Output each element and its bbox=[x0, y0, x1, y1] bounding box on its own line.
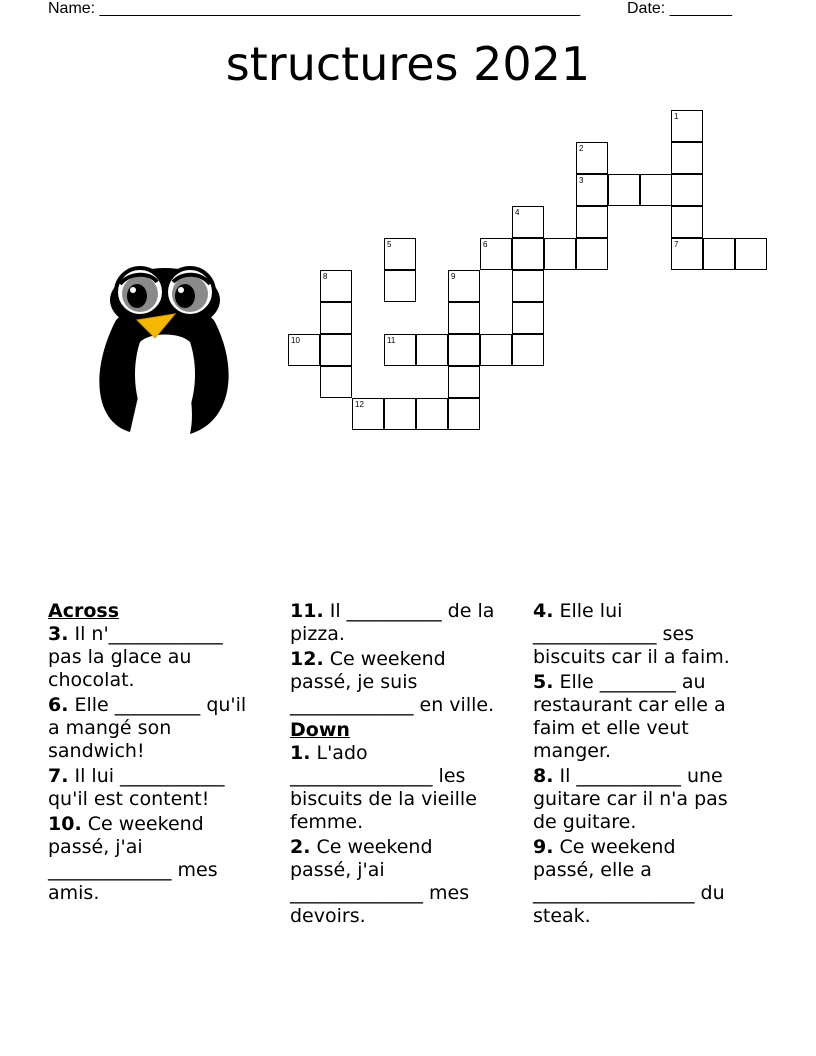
clues-column-3 bbox=[533, 600, 738, 930]
clue-across-12: 12. Ce weekend passé, je suis _____________ en ville. bbox=[290, 648, 495, 716]
crossword-cell[interactable] bbox=[640, 174, 672, 206]
date-field-label: Date: _______ bbox=[627, 0, 732, 17]
crossword-cell[interactable] bbox=[671, 174, 703, 206]
crossword-cell[interactable] bbox=[512, 302, 544, 334]
crossword-cell[interactable] bbox=[576, 238, 608, 270]
clue-number: 8 bbox=[323, 272, 328, 281]
across-heading: Across bbox=[48, 600, 120, 622]
crossword-cell[interactable] bbox=[576, 174, 608, 206]
clue-down-8: 8. Il ___________ une guitare car il n'a pas de guitare. bbox=[533, 765, 728, 833]
clue-number: 4 bbox=[515, 208, 520, 217]
clues-column-1 bbox=[48, 600, 253, 907]
crossword-cell[interactable] bbox=[576, 142, 608, 174]
penguin-illustration bbox=[95, 262, 235, 437]
clue-number: 3 bbox=[579, 176, 584, 185]
crossword-cell[interactable] bbox=[512, 270, 544, 302]
crossword-cell[interactable] bbox=[448, 302, 480, 334]
clue-number: 5 bbox=[387, 240, 392, 249]
clue-number: 1 bbox=[674, 112, 679, 121]
crossword-cell[interactable] bbox=[671, 142, 703, 174]
name-field-label: Name: ______________________________________________________ bbox=[48, 0, 581, 17]
clue-across-10: 10. Ce weekend passé, j'ai _____________ mes amis. bbox=[48, 813, 218, 904]
clue-across-11: 11. Il __________ de la pizza. bbox=[290, 600, 495, 645]
crossword-cell[interactable] bbox=[384, 238, 416, 270]
clue-across-3: 3. Il n'____________ pas la glace au chocolat. bbox=[48, 623, 223, 691]
clue-number: 7 bbox=[674, 240, 679, 249]
crossword-cell[interactable] bbox=[448, 334, 480, 366]
crossword-cell[interactable] bbox=[512, 206, 544, 238]
crossword-cell[interactable] bbox=[480, 238, 512, 270]
clue-number: 10 bbox=[291, 336, 300, 345]
crossword-cell[interactable] bbox=[448, 366, 480, 398]
crossword-cell[interactable] bbox=[288, 334, 320, 366]
page-title: structures 2021 bbox=[225, 37, 591, 91]
crossword-cell[interactable] bbox=[352, 398, 384, 430]
clue-number: 9 bbox=[451, 272, 456, 281]
clue-number: 2 bbox=[579, 144, 584, 153]
crossword-cell[interactable] bbox=[320, 302, 352, 334]
crossword-cell[interactable] bbox=[671, 110, 703, 142]
clue-down-1: 1. L'ado _______________ les biscuits de la vieille femme. bbox=[290, 742, 477, 833]
crossword-cell[interactable] bbox=[512, 238, 544, 270]
clue-across-6: 6. Elle _________ qu'il a mangé son sandwich! bbox=[48, 694, 247, 762]
crossword-cell[interactable] bbox=[320, 270, 352, 302]
header bbox=[48, 0, 768, 20]
crossword-cell[interactable] bbox=[608, 174, 640, 206]
clue-number: 6 bbox=[483, 240, 488, 249]
crossword-cell[interactable] bbox=[735, 238, 767, 270]
clue-across-7: 7. Il lui ___________ qu'il est content! bbox=[48, 765, 225, 810]
crossword-cell[interactable] bbox=[320, 334, 352, 366]
crossword-cell[interactable] bbox=[544, 238, 576, 270]
clues-column-2 bbox=[290, 600, 495, 930]
crossword-cell[interactable] bbox=[416, 398, 448, 430]
crossword-cell[interactable] bbox=[576, 206, 608, 238]
crossword-cell[interactable] bbox=[416, 334, 448, 366]
crossword-cell[interactable] bbox=[703, 238, 735, 270]
crossword-cell[interactable] bbox=[512, 334, 544, 366]
crossword-cell[interactable] bbox=[384, 334, 416, 366]
clue-number: 12 bbox=[355, 400, 364, 409]
clue-down-2: 2. Ce weekend passé, j'ai ______________ mes devoirs. bbox=[290, 836, 470, 927]
crossword-cell[interactable] bbox=[671, 206, 703, 238]
clue-down-9: 9. Ce weekend passé, elle a _________________ du steak. bbox=[533, 836, 725, 927]
crossword-cell[interactable] bbox=[480, 334, 512, 366]
down-heading: Down bbox=[290, 719, 350, 741]
crossword-cell[interactable] bbox=[384, 398, 416, 430]
crossword-cell[interactable] bbox=[320, 366, 352, 398]
crossword-cell[interactable] bbox=[671, 238, 703, 270]
crossword-cell[interactable] bbox=[384, 270, 416, 302]
clue-down-5: 5. Elle ________ au restaurant car elle a faim et elle veut manger. bbox=[533, 671, 726, 762]
crossword-cell[interactable] bbox=[448, 270, 480, 302]
clue-down-4: 4. Elle lui _____________ ses biscuits car il a faim. bbox=[533, 600, 730, 668]
clue-number: 11 bbox=[387, 336, 396, 345]
crossword-cell[interactable] bbox=[448, 398, 480, 430]
